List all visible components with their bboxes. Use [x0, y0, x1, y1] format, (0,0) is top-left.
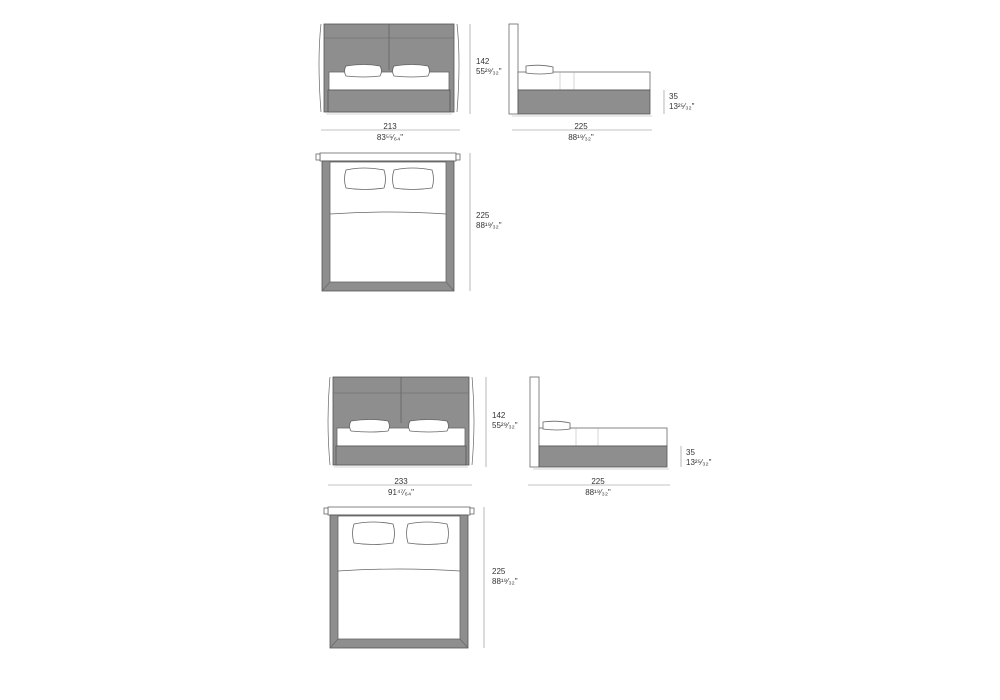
v1-height-label: 142	[476, 57, 490, 66]
v2-length-label: 225	[591, 477, 605, 486]
v1-length-inch-label: 88¹⁹⁄₃₂"	[568, 133, 594, 142]
v1-base-height-label: 35	[669, 92, 678, 101]
v2-width-inch-label: 91⁴⁷⁄₆₄"	[388, 488, 414, 497]
variant-1-front-view	[319, 24, 470, 130]
v1-width-inch-label: 83⁵⁵⁄₆₄"	[376, 133, 404, 142]
v2-base-height-label: 35	[686, 448, 695, 457]
headboard-top	[328, 507, 470, 515]
pillow-side	[526, 65, 553, 74]
headboard-side	[509, 24, 518, 114]
base-side	[518, 90, 650, 114]
v2-height-label: 142	[492, 411, 506, 420]
v1-top-length-inch-label: 88¹⁹⁄₃₂"	[476, 221, 502, 230]
mattress-side	[518, 72, 650, 90]
variant-1-side-view	[509, 24, 664, 130]
headboard-top	[320, 153, 456, 161]
base-side	[539, 446, 667, 467]
v1-width-label: 213	[383, 122, 397, 131]
pillow-side	[543, 421, 570, 430]
v1-top-length-label: 225	[476, 211, 490, 220]
mattress-side	[539, 428, 667, 446]
v2-top-length-inch-label: 88¹⁹⁄₃₂"	[492, 577, 518, 586]
base	[328, 90, 450, 112]
v1-length-label: 225	[574, 122, 588, 131]
v2-width-label: 233	[394, 477, 408, 486]
pillow-right	[409, 420, 449, 433]
v2-height-inch-label: 55²⁹⁄₃₂"	[492, 421, 518, 430]
variant-2-side-view	[528, 377, 681, 485]
v1-base-height-inch-label: 13²⁵⁄₃₂"	[669, 102, 695, 111]
pillow-left	[350, 420, 390, 433]
variant-2-top-view	[324, 507, 484, 648]
variant-2-front-view	[328, 377, 486, 485]
headboard-side	[530, 377, 539, 467]
pillow-left	[345, 65, 382, 78]
v1-height-inch-label: 55²⁹⁄₃₂"	[476, 67, 502, 76]
base	[336, 446, 466, 465]
pillow-top-right	[393, 168, 434, 190]
v2-base-height-inch-label: 13²⁵⁄₃₂"	[686, 458, 712, 467]
v2-top-length-label: 225	[492, 567, 506, 576]
variant-1-top-view	[316, 153, 470, 291]
pillow-top-right	[407, 522, 449, 545]
pillow-top-left	[345, 168, 386, 190]
pillow-top-left	[353, 522, 395, 545]
pillow-right	[393, 65, 430, 78]
v2-length-inch-label: 88¹⁹⁄₃₂"	[585, 488, 611, 497]
